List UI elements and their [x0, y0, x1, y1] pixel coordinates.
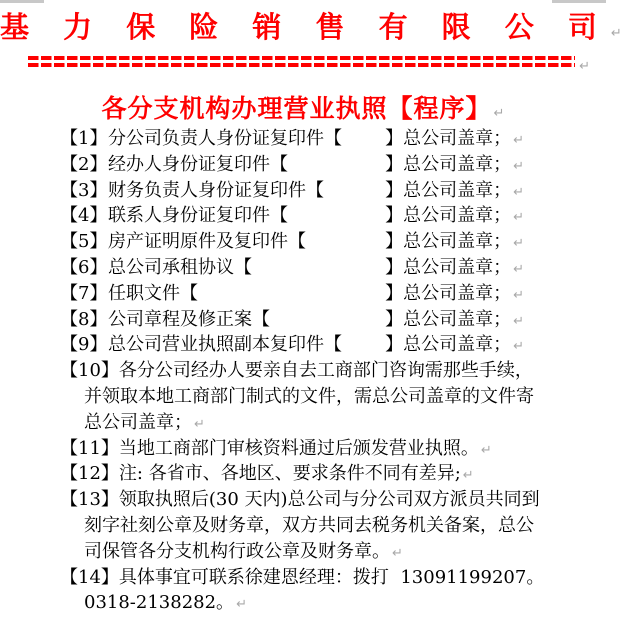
company-title: 基 力 保 险 销 售 有 限 公 司 [0, 10, 609, 44]
window-edge-fragment-left [0, 0, 44, 3]
blank-bracket-open: 【 [234, 256, 252, 278]
item-number: 【13】 [60, 489, 119, 511]
paragraph-mark-icon: ↵ [513, 158, 524, 174]
item-number: 【2】 [60, 153, 108, 175]
paragraph-mark-icon: ↵ [610, 26, 622, 41]
item-text: 公司章程及修正案 [108, 308, 252, 330]
list-line [0, 332, 524, 358]
item-number: 【8】 [60, 308, 108, 330]
section-heading-row [0, 89, 606, 125]
item-number: 【3】 [60, 179, 108, 201]
list-line [0, 126, 524, 152]
paragraph-mark-icon: ↵ [513, 261, 524, 277]
section-heading: 各分支机构办理营业执照【程序】 [101, 94, 492, 123]
list-line [0, 358, 606, 384]
item-number: 【12】 [60, 463, 119, 485]
stamp-note: 总公司盖章； [403, 282, 512, 304]
paragraph-mark-icon: ↵ [513, 133, 524, 148]
item-text: 领取执照后(30 天内)总公司与分公司双方派员共同到 [118, 489, 540, 511]
item-text: 各分公司经办人要亲自去工商部门咨询需那些手续， [118, 360, 533, 382]
item-text: 分公司负责人身份证复印件 [108, 128, 324, 149]
list-line-continuation [0, 384, 606, 410]
stamp-note: 总公司盖章； [403, 153, 512, 175]
blank-bracket-close: 】 [385, 153, 404, 175]
list-line [0, 461, 606, 487]
blank-bracket-close: 】 [385, 334, 404, 356]
list-line [0, 229, 524, 255]
blank-bracket-open: 【 [306, 179, 324, 201]
paragraph-mark-icon: ↵ [480, 442, 492, 458]
item-text: 房产证明原件及复印件 [108, 231, 288, 253]
item-text: 0318-2138282。 [84, 592, 235, 614]
procedure-list [0, 126, 606, 616]
item-text: 总公司承租协议 [108, 256, 234, 278]
separator-bar-bottom [28, 63, 575, 67]
paragraph-mark-icon: ↵ [513, 287, 524, 303]
list-line [0, 152, 524, 178]
company-title-row [0, 5, 622, 46]
list-line [0, 487, 606, 513]
blank-bracket-open: 【 [270, 205, 288, 227]
item-text: 具体事宜可联系徐建恩经理：拨打 13091199207。 [118, 566, 545, 588]
paragraph-mark-icon: ↵ [194, 416, 205, 432]
separator-bar-top [28, 56, 575, 60]
item-text: 总公司盖章； [84, 411, 192, 433]
list-line [0, 565, 606, 591]
item-number: 【4】 [60, 205, 108, 227]
item-text: 刻字社刻公章及财务章，双方共同去税务机关备案，总公 [84, 514, 534, 536]
list-line-continuation [0, 410, 606, 436]
list-line [0, 307, 524, 333]
paragraph-mark-icon: ↵ [392, 545, 403, 561]
item-text: 总公司营业执照副本复印件 [108, 334, 324, 356]
item-number: 【10】 [60, 360, 119, 382]
item-text: 联系人身份证复印件 [108, 205, 270, 227]
blank-bracket-close: 】 [385, 282, 404, 304]
window-edge-fragment-right [552, 0, 606, 3]
item-text: 注: 各省市、各地区、要求条件不同有差异; [118, 463, 461, 485]
list-line [0, 255, 524, 281]
paragraph-mark-icon: ↵ [513, 236, 524, 252]
blank-bracket-open: 【 [288, 231, 306, 253]
item-number: 【1】 [60, 128, 108, 149]
list-line [0, 178, 524, 204]
blank-bracket-close: 】 [385, 179, 404, 201]
paragraph-mark-icon: ↵ [462, 468, 474, 484]
item-number: 【7】 [60, 282, 108, 304]
stamp-note: 总公司盖章； [403, 205, 512, 227]
item-text: 经办人身份证复印件 [108, 153, 270, 175]
stamp-note: 总公司盖章； [403, 231, 512, 253]
stamp-note: 总公司盖章； [403, 256, 512, 278]
blank-bracket-close: 】 [385, 256, 404, 278]
blank-bracket-open: 【 [324, 334, 342, 356]
item-text: 司保管各分支机构行政公章及财务章。 [84, 540, 390, 562]
blank-bracket-close: 】 [385, 205, 404, 227]
paragraph-mark-icon: ↵ [236, 597, 247, 613]
list-line-continuation [0, 590, 606, 616]
paragraph-mark-icon: ↵ [513, 339, 524, 355]
blank-bracket-close: 】 [385, 231, 404, 253]
item-number: 【5】 [60, 231, 108, 253]
item-number: 【14】 [60, 566, 119, 588]
double-separator-line [28, 56, 590, 74]
stamp-note: 总公司盖章； [403, 308, 512, 330]
item-number: 【9】 [60, 334, 108, 356]
list-line-continuation [0, 539, 606, 565]
blank-bracket-open: 【 [324, 128, 342, 149]
list-line [0, 436, 606, 462]
blank-bracket-open: 【 [180, 282, 198, 304]
paragraph-mark-icon: ↵ [513, 313, 524, 329]
blank-bracket-close: 】 [385, 128, 404, 149]
item-number: 【6】 [60, 256, 108, 278]
item-text: 财务负责人身份证复印件 [108, 179, 306, 201]
item-number: 【11】 [60, 437, 119, 459]
item-text: 当地工商部门审核资料通过后颁发营业执照。 [118, 437, 479, 459]
list-line-continuation [0, 513, 606, 539]
blank-bracket-open: 【 [252, 308, 270, 330]
item-text: 任职文件 [108, 282, 180, 304]
blank-bracket-close: 】 [385, 308, 404, 330]
item-text: 并领取本地工商部门制式的文件，需总公司盖章的文件寄 [84, 385, 534, 407]
list-line [0, 281, 524, 307]
paragraph-mark-icon: ↵ [513, 184, 524, 200]
list-line [0, 203, 524, 229]
paragraph-mark-icon: ↵ [579, 59, 590, 74]
stamp-note: 总公司盖章； [403, 128, 512, 149]
stamp-note: 总公司盖章； [403, 334, 512, 356]
paragraph-mark-icon: ↵ [493, 106, 505, 121]
blank-bracket-open: 【 [270, 153, 288, 175]
stamp-note: 总公司盖章； [403, 179, 512, 201]
paragraph-mark-icon: ↵ [513, 210, 524, 226]
